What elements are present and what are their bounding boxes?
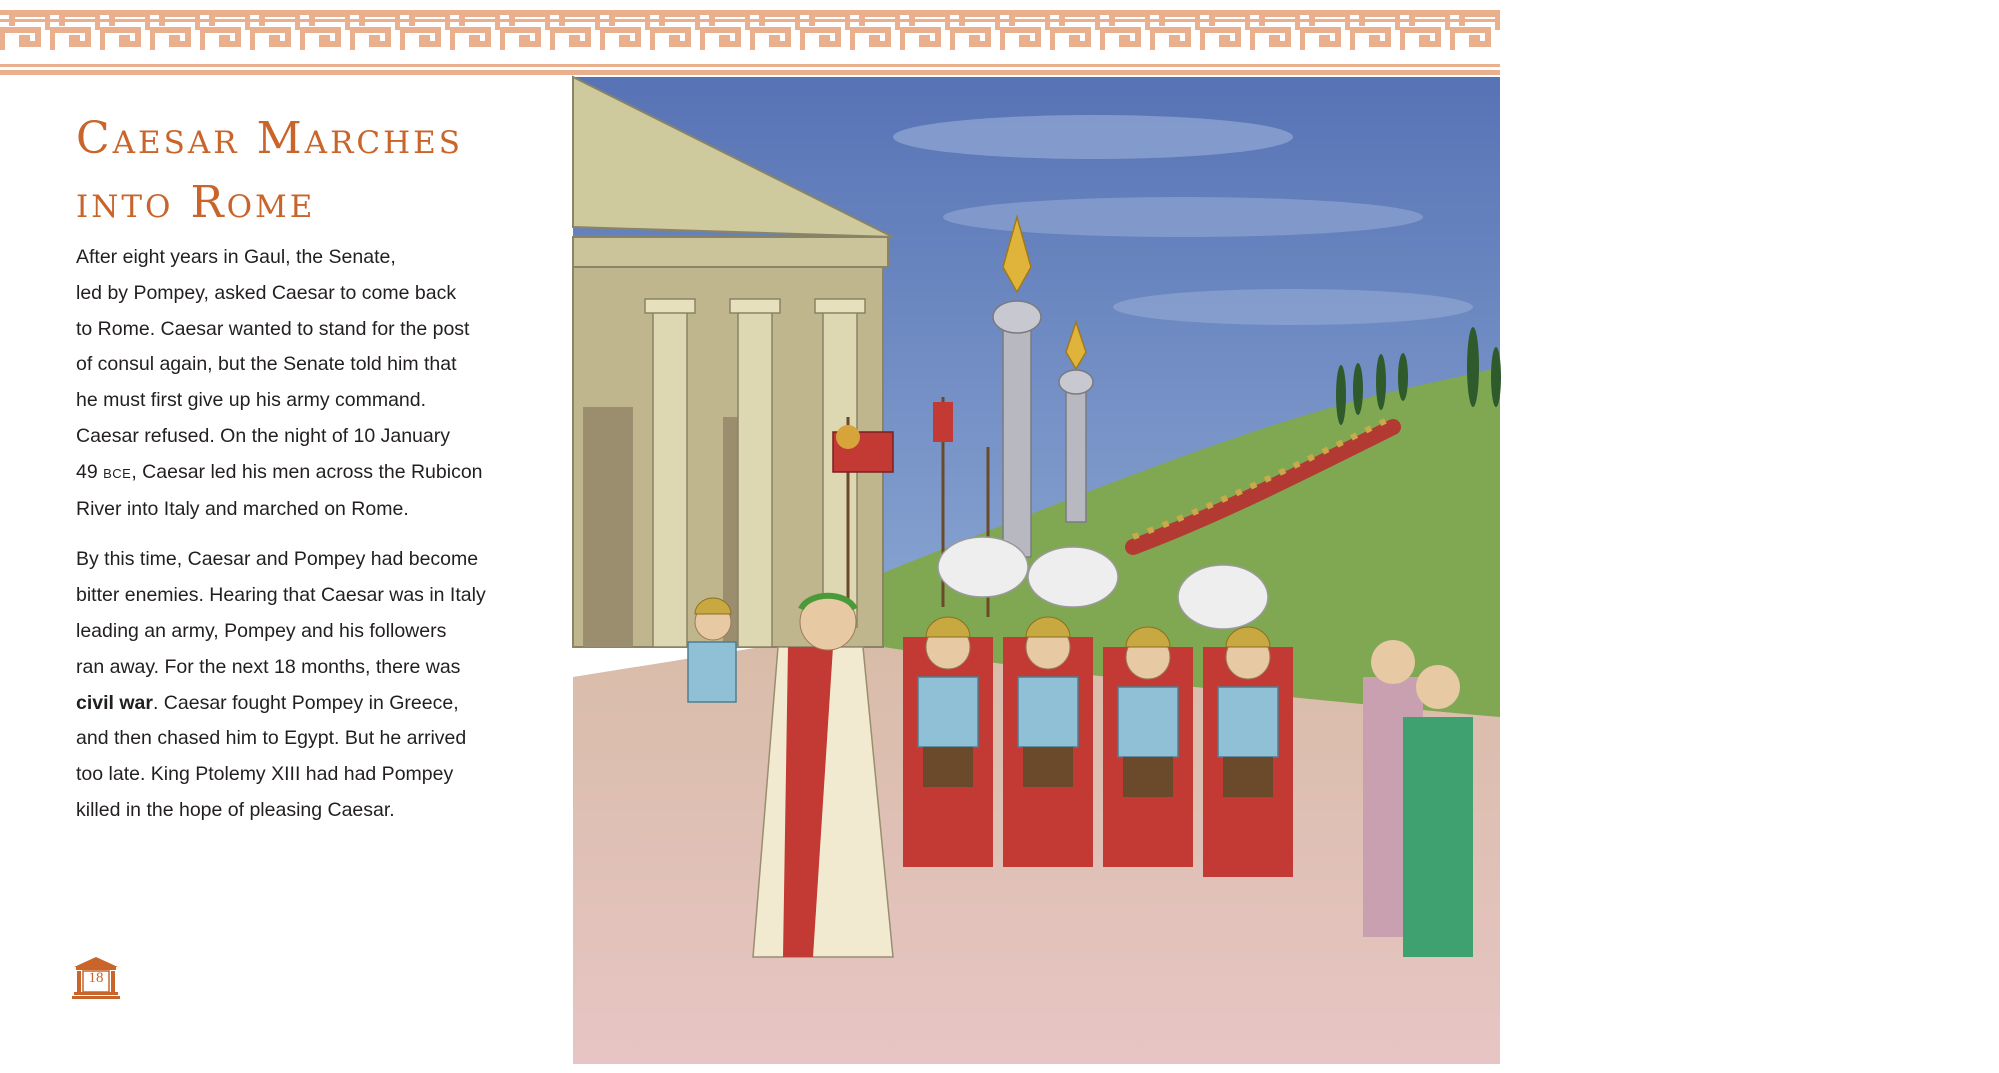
text-line: River into Italy and marched on Rome. — [76, 497, 409, 520]
text-line — [76, 455, 546, 492]
glossary-term: civil war — [76, 691, 153, 714]
paragraph-2 — [76, 542, 546, 828]
text-line: led by Pompey, asked Caesar to come back — [76, 281, 457, 304]
text-line: he must first give up his army command. — [76, 389, 427, 412]
title-line-1: Caesar Marches — [76, 113, 464, 164]
illustration-caesar-procession — [573, 77, 1983, 1064]
procession-illustration — [573, 77, 1500, 1064]
greek-key-border — [0, 0, 1500, 77]
text-line: By this time, Caesar and Pompey had become — [76, 548, 479, 571]
page-title — [76, 107, 546, 235]
body-text — [76, 240, 546, 844]
text-line: bitter enemies. Hearing that Caesar was in Italy — [76, 584, 486, 607]
text-line: and then chased him to Egypt. But he arrived — [76, 727, 467, 750]
text-fragment: 49 — [76, 460, 104, 483]
page-number-right — [1951, 1029, 1999, 1073]
paragraph-1 — [76, 240, 546, 527]
text-fragment: . Caesar fought Pompey in Greece, — [152, 691, 459, 714]
title-line-2: into Rome — [76, 177, 316, 228]
text-line: ran away. For the next 18 months, there was — [76, 655, 461, 678]
text-fragment: , Caesar led his men across the Rubicon — [131, 460, 483, 483]
page-number-right-text: 19 — [1967, 1044, 1983, 1060]
left-page — [0, 77, 573, 1064]
page-number-left-text: 18 — [88, 970, 104, 986]
text-line: to Rome. Caesar wanted to stand for the post — [76, 317, 470, 340]
text-line: Caesar refused. On the night of 10 January — [76, 424, 450, 447]
onlookers — [1363, 640, 1473, 957]
era-abbreviation: BCE — [103, 465, 132, 481]
text-line: leading an army, Pompey and his followers — [76, 619, 447, 642]
text-line: killed in the hope of pleasing Caesar. — [76, 798, 395, 821]
text-line — [76, 686, 546, 722]
text-line: too late. King Ptolemy XIII had had Pompey — [76, 763, 454, 786]
greek-key-border-icon — [0, 0, 1500, 77]
text-line: After eight years in Gaul, the Senate, — [76, 246, 396, 268]
text-line: of consul again, but the Senate told him that — [76, 353, 457, 376]
page-number-left — [72, 955, 120, 999]
